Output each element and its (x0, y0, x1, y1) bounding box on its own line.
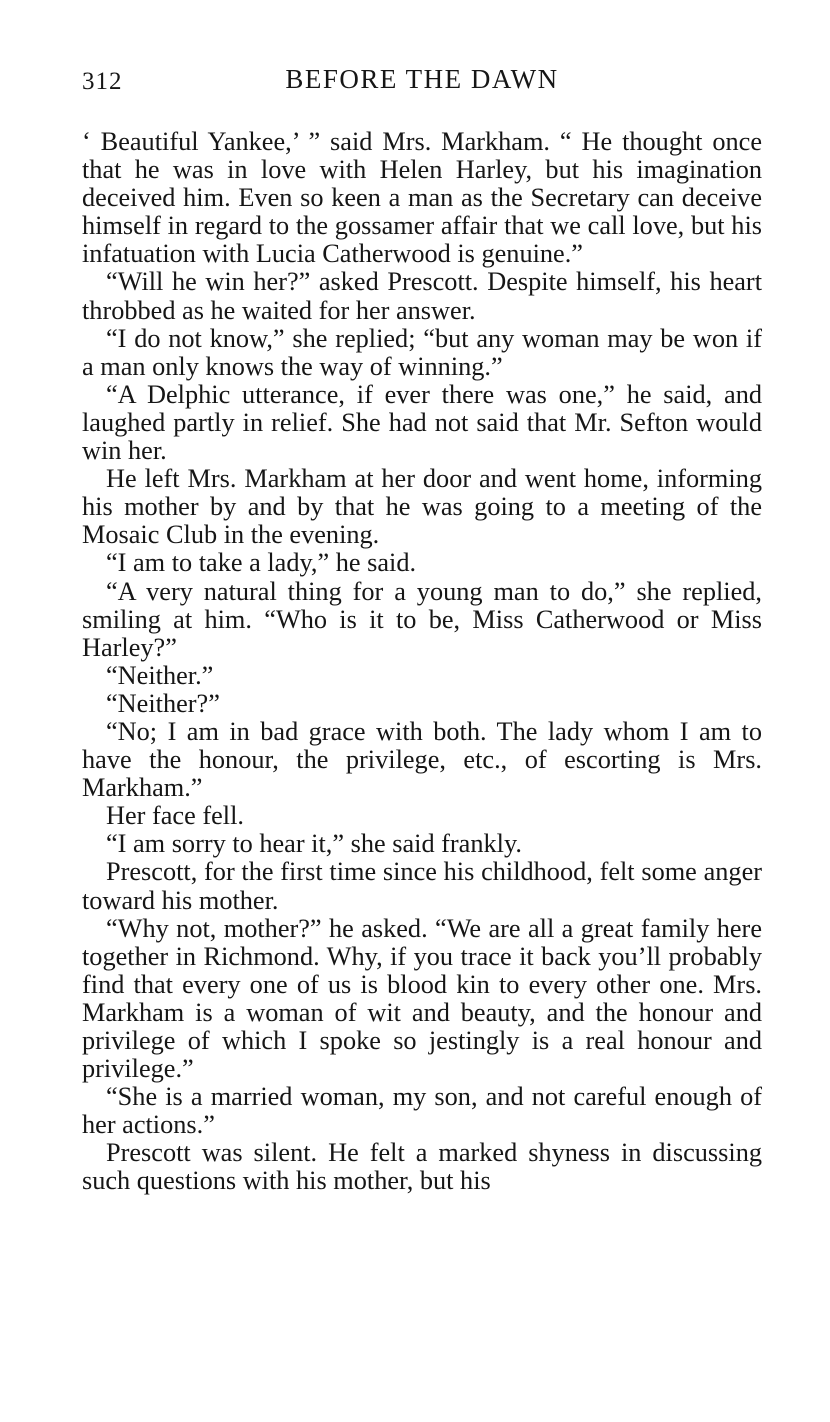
paragraph: “I do not know,” she replied; “but any woman may be won if a man only knows the way of winning.” (82, 323, 762, 381)
paragraph: “I am to take a lady,” he said. (106, 548, 417, 578)
paragraph: “Why not, mother?” he asked. “We are all a great family here together in Richmond. Why, if you trace it back you’ll probably find that every one of us is blood kin to every other one. Mrs. Markham is a woman of wit and beauty, and the honour and privilege of which I spoke so jestingly is a real honour and privilege.” (82, 913, 762, 1084)
page-number: 312 (82, 68, 123, 95)
page-header (82, 64, 762, 104)
paragraph: “I am sorry to hear it,” she said frankly. (106, 829, 522, 859)
paragraph: Prescott was silent. He felt a marked shyness in discussing such questions with his mother, but his (82, 1138, 762, 1196)
paragraph: “A Delphic utterance, if ever there was one,” he said, and laughed partly in relief. She had not said that Mr. Sefton would win her. (82, 379, 762, 466)
body-text (82, 128, 762, 1196)
paragraph: “Neither.” (106, 660, 214, 690)
paragraph: “She is a married woman, my son, and not careful enough of her actions.” (82, 1082, 762, 1140)
paragraph: He left Mrs. Markham at her door and went home, informing his mother by and by that he was going to a meeting of the Mosaic Club in the evening. (82, 464, 762, 550)
paragraph: Prescott, for the first time since his childhood, felt some anger toward his mother. (82, 857, 762, 915)
running-title: BEFORE THE DAWN (285, 64, 559, 94)
paragraph: ‘ Beautiful Yankee,’ ” said Mrs. Markham. “ He thought once that he was in love with Helen Harley, but his imagination deceived him. Even so keen a man as the Secretary can deceive himself in regard to the gossamer affair that we call love, but his infatuation with Lucia Catherwood is genuine.” (82, 127, 762, 269)
paragraph: “A very natural thing for a young man to do,” she replied, smiling at him. “Who is it to be, Miss Catherwood or Miss Harley?” (82, 576, 762, 662)
paragraph: “Will he win her?” asked Prescott. Despite himself, his heart throbbed as he waited for her answer. (82, 267, 762, 325)
paragraph: “No; I am in bad grace with both. The lady whom I am to have the honour, the privilege, etc., of escorting is Mrs. Markham.” (82, 716, 762, 803)
paragraph: “Neither?” (106, 688, 220, 718)
paragraph: Her face fell. (106, 801, 244, 831)
